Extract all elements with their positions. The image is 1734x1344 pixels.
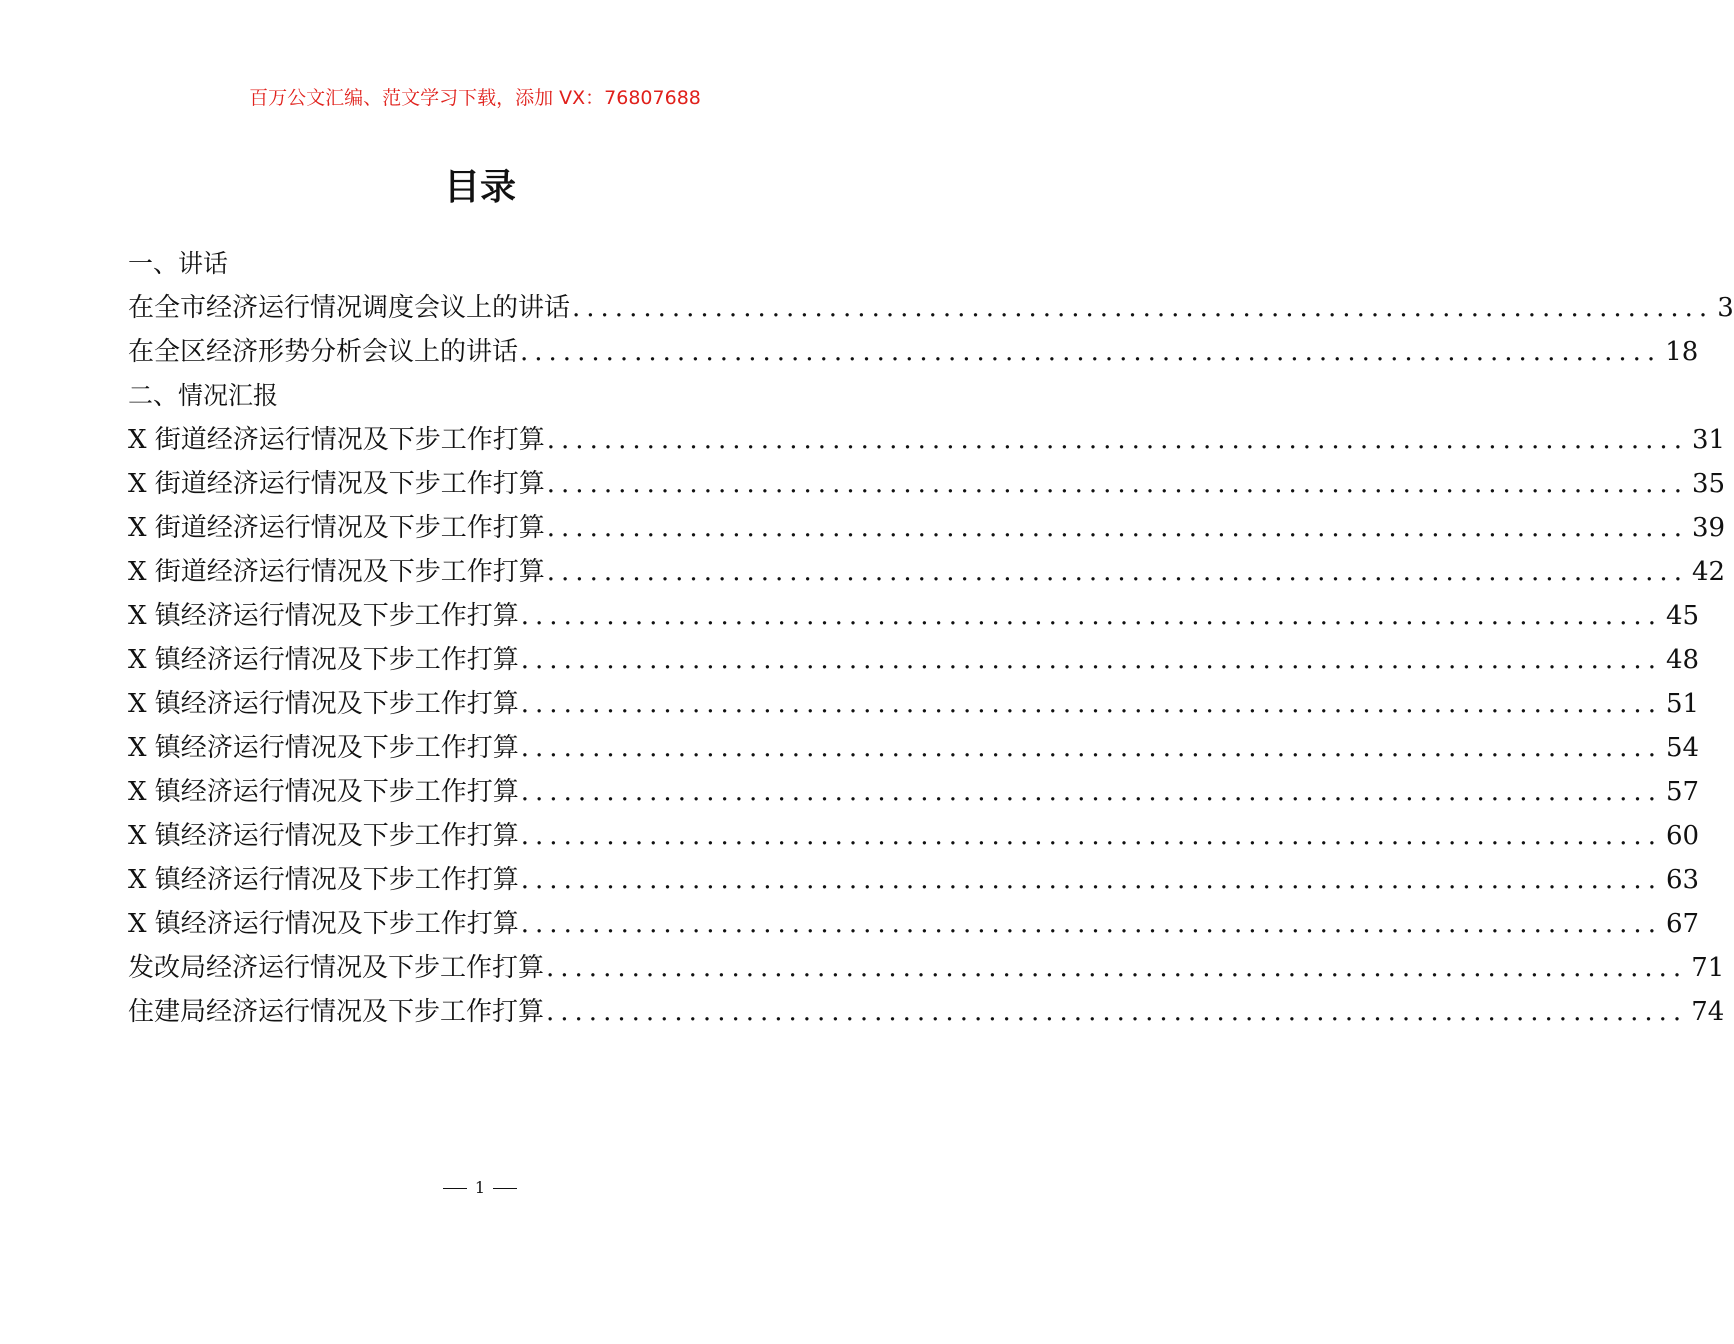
toc-dot-leader: ................................................................................ [520, 645, 1662, 675]
toc-entry [128, 682, 1700, 726]
toc-section-label: 二、情况汇报 [128, 381, 279, 410]
toc-dot-leader: ................................................................................ [520, 601, 1662, 631]
toc-page-number: 42 [1691, 557, 1726, 587]
page-number: 1 [474, 1178, 486, 1197]
toc-page-number: 54 [1665, 733, 1700, 763]
toc-entry [128, 418, 1726, 462]
toc-dot-leader: ................................................................................ [520, 909, 1662, 939]
toc-dot-leader: ................................................................................ [546, 425, 1688, 455]
toc-entry [128, 638, 1700, 682]
toc-page-number: 71 [1691, 953, 1725, 983]
toc-page-number: 35 [1691, 469, 1726, 499]
toc-entry [128, 286, 1734, 330]
toc-entry [128, 990, 1725, 1034]
toc-page-number: 18 [1665, 337, 1699, 367]
toc-entry-title: X 镇经济运行情况及下步工作打算 [128, 909, 519, 939]
toc-entry-title: X 街道经济运行情况及下步工作打算 [128, 469, 545, 499]
toc-page-number: 48 [1665, 645, 1700, 675]
toc-page-number: 3 [1717, 293, 1734, 323]
toc-entry [128, 550, 1726, 594]
toc-dot-leader: ................................................................................ [546, 997, 1688, 1027]
toc-entry-title: X 镇经济运行情况及下步工作打算 [128, 865, 519, 895]
toc-entry-title: X 镇经济运行情况及下步工作打算 [128, 645, 519, 675]
toc-entry-title: X 街道经济运行情况及下步工作打算 [128, 513, 545, 543]
toc-entry-title: X 镇经济运行情况及下步工作打算 [128, 777, 519, 807]
toc-page-number: 51 [1665, 689, 1700, 719]
toc-entry [128, 726, 1700, 770]
toc-page-number: 67 [1665, 909, 1700, 939]
toc-section-heading [128, 242, 832, 286]
toc-page-number: 60 [1665, 821, 1700, 851]
toc-entry [128, 770, 1700, 814]
footer-dash-left [443, 1188, 467, 1189]
toc-entry-title: X 镇经济运行情况及下步工作打算 [128, 601, 519, 631]
toc-entry-title: X 镇经济运行情况及下步工作打算 [128, 689, 519, 719]
toc-entry [128, 902, 1700, 946]
toc-entry-title: X 街道经济运行情况及下步工作打算 [128, 557, 545, 587]
toc-page-number: 74 [1691, 997, 1725, 1027]
toc-page-number: 39 [1691, 513, 1726, 543]
toc-section-heading [128, 374, 832, 418]
toc-dot-leader: ................................................................................ [546, 953, 1688, 983]
page-title: 目录 [443, 167, 516, 208]
toc-page-number: 63 [1665, 865, 1700, 895]
toc-dot-leader: ................................................................................ [520, 865, 1662, 895]
toc-dot-leader: ................................................................................ [546, 557, 1688, 587]
toc-dot-leader: ................................................................................ [546, 469, 1688, 499]
toc-entry-title: 发改局经济运行情况及下步工作打算 [128, 953, 545, 983]
toc-dot-leader: ................................................................................ [572, 293, 1714, 323]
toc-entry [128, 594, 1700, 638]
toc-dot-leader: ................................................................................ [520, 821, 1662, 851]
toc-dot-leader: ................................................................................ [520, 733, 1662, 763]
toc-page-number: 31 [1691, 425, 1726, 455]
page-footer [0, 1176, 960, 1200]
toc-section-label: 一、讲话 [128, 249, 229, 278]
toc-dot-leader: ................................................................................ [520, 337, 1662, 367]
toc-page-number: 57 [1665, 777, 1700, 807]
toc-entry [128, 330, 1699, 374]
toc-entry [128, 858, 1700, 902]
toc-page-number: 45 [1665, 601, 1700, 631]
toc-entry-title: X 镇经济运行情况及下步工作打算 [128, 821, 519, 851]
toc-entry-title: 在全区经济形势分析会议上的讲话 [128, 337, 519, 367]
toc-dot-leader: ................................................................................ [520, 689, 1662, 719]
toc-entry [128, 814, 1700, 858]
toc-entry-title: 住建局经济运行情况及下步工作打算 [128, 997, 545, 1027]
toc-entry [128, 506, 1726, 550]
footer-dash-right [493, 1188, 517, 1189]
toc-dot-leader: ................................................................................ [520, 777, 1662, 807]
toc-entry-title: X 镇经济运行情况及下步工作打算 [128, 733, 519, 763]
toc-entry [128, 462, 1726, 506]
toc-entry-title: X 街道经济运行情况及下步工作打算 [128, 425, 545, 455]
toc-entry-title: 在全市经济运行情况调度会议上的讲话 [128, 293, 571, 323]
table-of-contents [128, 242, 1734, 1034]
toc-dot-leader: ................................................................................ [546, 513, 1688, 543]
promo-banner: 百万公文汇编、范文学习下载，添加 VX：76807688 [249, 87, 701, 109]
toc-entry [128, 946, 1725, 990]
